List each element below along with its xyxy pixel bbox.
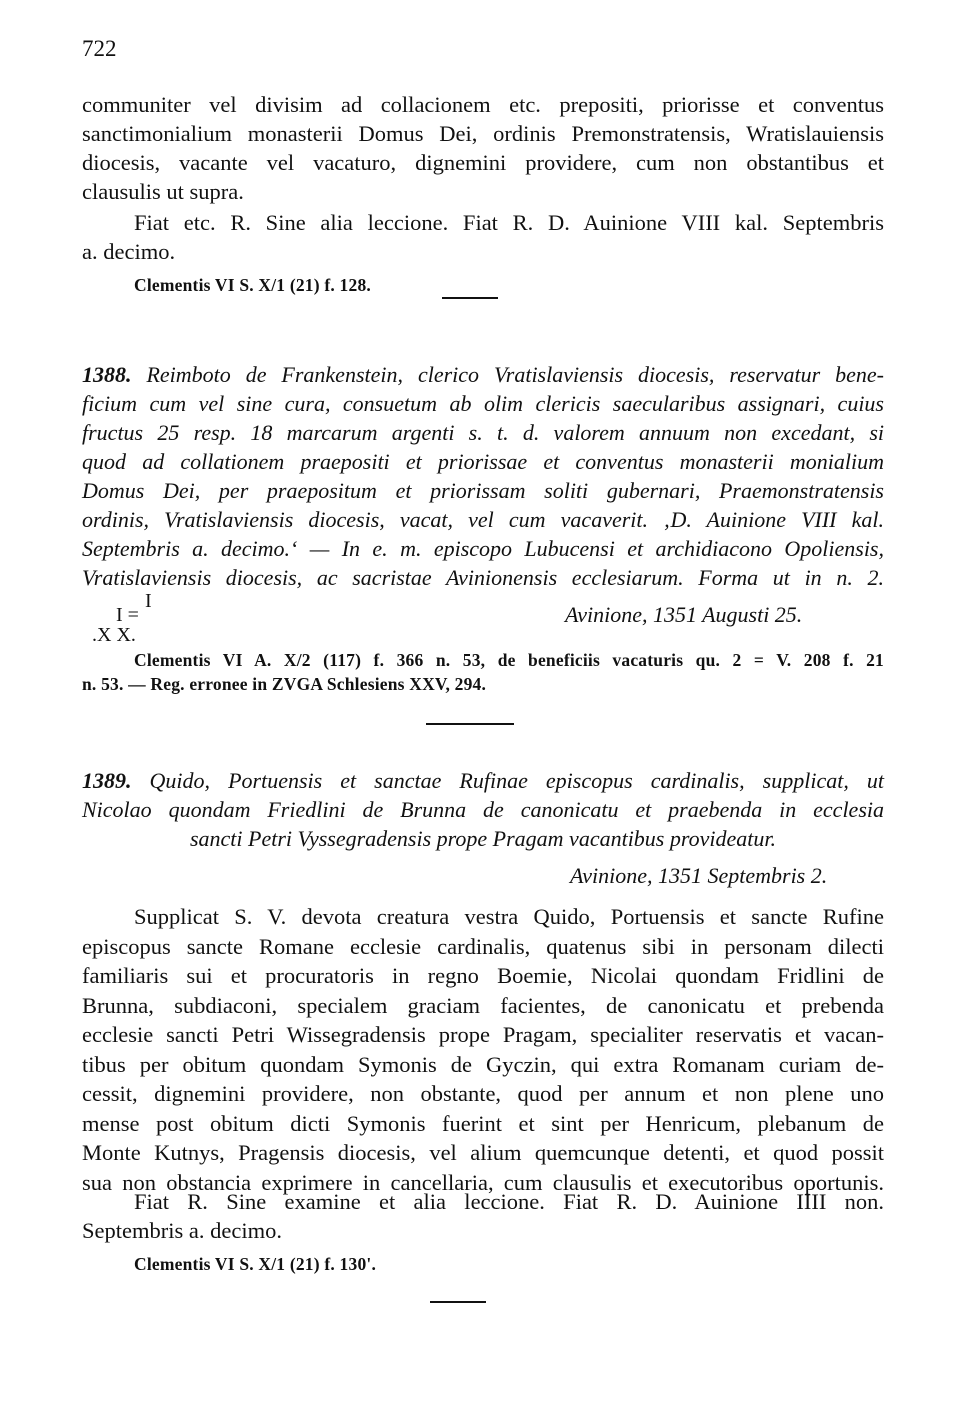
entry-1389-fiat-line-2: Septembris a. decimo. xyxy=(82,1218,282,1243)
entry-1388-line: ficium cum vel sine cura, consuetum ab olim clericis saecularibus assignari, cuius xyxy=(82,391,884,416)
body-line: Supplicat S. V. devota creatura vestra Quido, Portuensis et sancte Rufine xyxy=(134,904,884,929)
page-number: 722 xyxy=(82,36,117,61)
entry-1388-date: Avinione, 1351 Augusti 25. xyxy=(565,602,803,627)
body-line: Brunna, subdiaconi, specialem graciam facientes, de canonicatu et prebenda xyxy=(82,992,884,1018)
intro-fiat-line-2: a. decimo. xyxy=(82,239,176,264)
intro-fiat-line: Fiat etc. R. Sine alia leccione. Fiat R. D. Auinione VIII kal. Septembris xyxy=(134,210,884,235)
chancery-sign-top: I xyxy=(145,590,152,612)
entry-1388-summary xyxy=(82,360,884,592)
entry-number: 1388. xyxy=(82,362,132,387)
body-line: tibus per obitum quondam Symonis de Gyczin, qui extra Romanam curiam de- xyxy=(82,1051,884,1077)
intro-line: communiter vel divisim ad collacionem etc. prepositi, priorisse et conventus xyxy=(82,92,884,117)
entry-1388-line: quod ad collationem praepositi et priorissae et conventus monasterii monialium xyxy=(82,449,884,474)
entry-1388-source xyxy=(82,650,884,695)
intro-paragraph xyxy=(82,90,884,206)
source-line: Clementis VI A. X/2 (117) f. 366 n. 53, de beneficiis vacaturis qu. 2 = V. 208 f. 21 xyxy=(134,650,884,670)
entry-1389-body xyxy=(82,902,884,1197)
body-line: cessit, dignemini providere, non obstante, quod per annum et non plene uno xyxy=(82,1081,884,1106)
entry-1389-date: Avinione, 1351 Septembris 2. xyxy=(570,863,828,888)
entry-1388-line: ordinis, Vratislaviensis diocesis, vacat, vel cum vacaverit. ‚D. Auinione VIII kal. xyxy=(82,507,884,532)
entry-1389-fiat-line: Fiat R. Sine examine et alia leccione. Fiat R. D. Auinione IIII non. xyxy=(134,1189,884,1214)
entry-1388-line: Domus Dei, per praepositum et priorissam soliti gubernari, Praemonstratensis xyxy=(82,478,884,503)
entry-1389-source: Clementis VI S. X/1 (21) f. 130'. xyxy=(134,1254,377,1274)
body-line: mense post obitum dicti Symonis fuerint et sint per Henricum, plebanum de xyxy=(82,1110,884,1136)
chancery-sign-mid: I = xyxy=(116,604,139,626)
entry-1388-line: fructus 25 resp. 18 marcarum argenti s. t. d. valorem annuum non excedant, si xyxy=(82,420,884,445)
entry-1389-heading xyxy=(82,766,884,853)
intro-line: sanctimonialium monasterii Domus Dei, ordinis Premonstratensis, Wratislauiensis xyxy=(82,121,884,146)
entry-1389-heading-line: Nicolao quondam Friedlini de Brunna de canonicatu et praebenda in ecclesia xyxy=(82,797,884,822)
entry-1388-line: Vratislaviensis diocesis, ac sacristae Avinionensis ecclesiarum. Forma ut in n. 2. xyxy=(82,565,884,590)
entry-1388-line: 1388. Reimboto de Frankenstein, clerico Vratislaviensis diocesis, reservatur bene- xyxy=(82,362,885,387)
entry-1389-heading-line: 1389. Quido, Portuensis et sanctae Rufinae episcopus cardinalis, supplicat, ut xyxy=(82,768,884,793)
intro-source: Clementis VI S. X/1 (21) f. 128. xyxy=(134,275,371,295)
body-line: Monte Kutnys, Pragensis diocesis, vel alium quemcunque detenti, et quod possit xyxy=(82,1140,884,1165)
source-line: n. 53. — Reg. erronee in ZVGA Schlesiens XXV, 294. xyxy=(82,674,487,694)
intro-line: diocesis, vacante vel vacaturo, dignemini providere, cum non obstantibus et xyxy=(82,150,884,175)
entry-number: 1389. xyxy=(82,768,132,793)
intro-line: clausulis ut supra. xyxy=(82,179,244,204)
body-line: familiaris sui et procuratoris in regno Boemie, Nicolai quondam Fridlini de xyxy=(82,963,884,988)
chancery-sign-bottom: .X X. xyxy=(92,624,136,646)
section-divider xyxy=(426,723,514,725)
section-divider xyxy=(442,297,498,299)
section-divider xyxy=(430,1301,486,1303)
entry-1389-heading-line: sancti Petri Vyssegradensis prope Pragam vacantibus provideatur. xyxy=(189,826,776,851)
body-line: ecclesie sancti Petri Wissegradensis prope Pragam, specialiter reservatis et vacan- xyxy=(82,1022,884,1047)
body-line: sua non obstancia exprimere in cancellaria, cum clausulis et executoribus oportunis. xyxy=(82,1169,884,1195)
entry-1388-line: Septembris a. decimo.‘ — In e. m. episcopo Lubucensi et archidiacono Opoliensis, xyxy=(82,536,884,561)
body-line: episcopus sancte Romane ecclesie cardinalis, quatenus sibi in personam dilecti xyxy=(82,933,884,959)
